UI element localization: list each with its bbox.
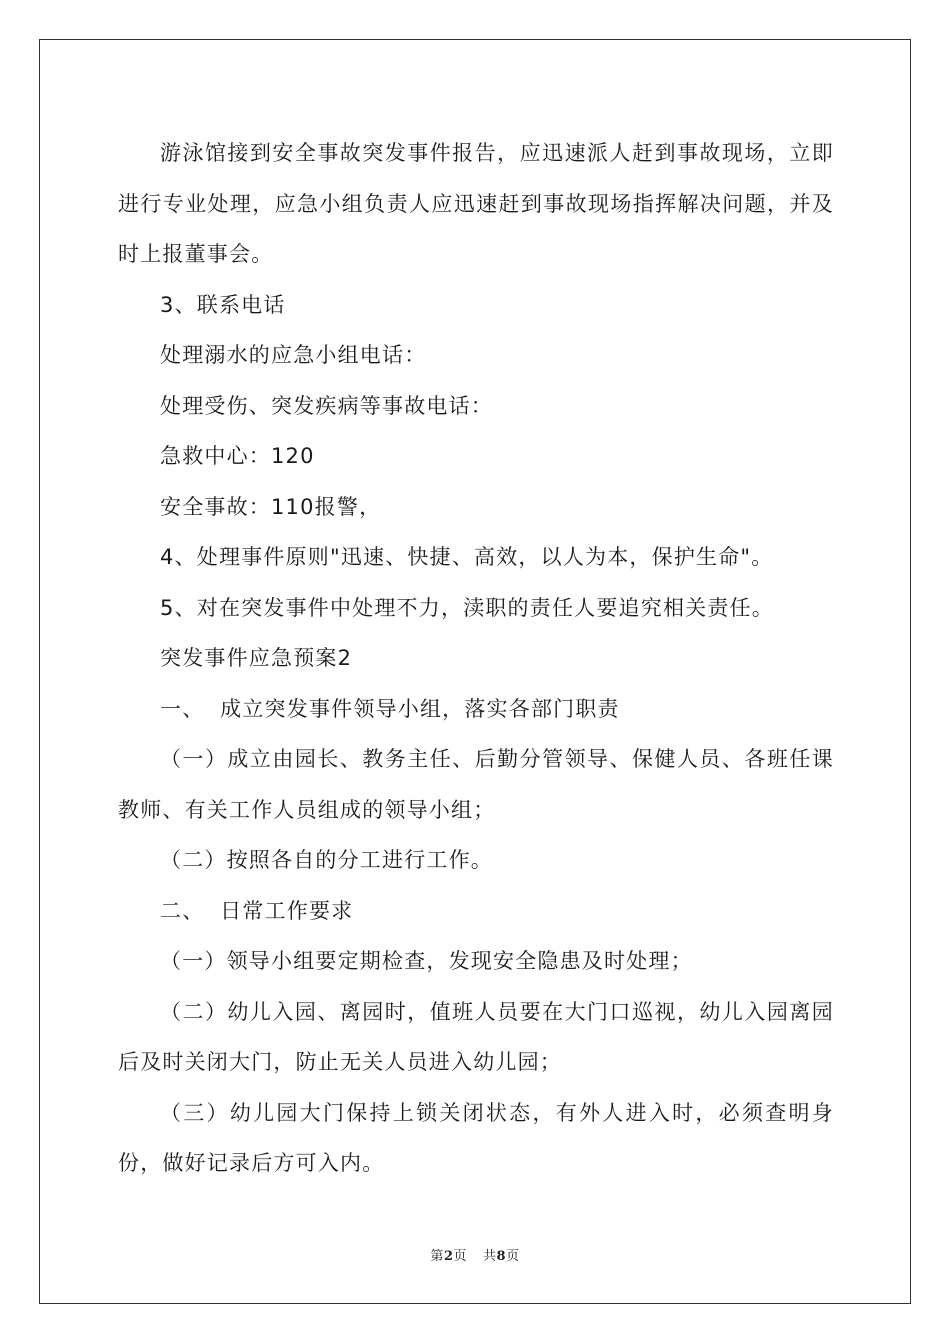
paragraph-emergency-center: 急救中心：120 [160,444,315,468]
paragraph-accident-report: 游泳馆接到安全事故突发事件报告，应迅速派人赶到事故现场，立即进行专业处理，应急小组负责人应迅速赶到事故现场指挥解决问题，并及时上报董事会。 [118,141,834,266]
paragraph-accountability: 5、对在突发事件中处理不力，渎职的责任人要追究相关责任。 [160,595,774,620]
document-page [39,39,911,1304]
paragraph-heading-contact: 3、联系电话 [160,292,286,317]
footer-total-prefix: 共 [483,1249,497,1264]
paragraph-police: 安全事故：110报警， [160,494,382,519]
paragraph-division-of-work: （二）按照各自的分工进行工作。 [160,848,493,872]
paragraph-injury-phone: 处理受伤、突发疾病等事故电话： [160,393,493,418]
footer-page-suffix: 页 [453,1249,467,1264]
document-body [118,128,834,1189]
heading-leadership-group: 一、 成立突发事件领导小组，落实各部门职责 [160,696,620,721]
footer-page-prefix: 第 [430,1249,444,1264]
paragraph-drowning-phone: 处理溺水的应急小组电话： [160,343,427,367]
paragraph-regular-inspection: （一）领导小组要定期检查，发现安全隐患及时处理； [160,949,693,973]
page-footer [40,1245,910,1264]
paragraph-principle: 4、处理事件原则"迅速、快捷、高效，以人为本，保护生命"。 [160,545,774,569]
paragraph-group-members: （一）成立由园长、教务主任、后勤分管领导、保健人员、各班任课教师、有关工作人员组成的领导小组； [118,747,834,822]
footer-page-total: 8 [496,1249,507,1264]
footer-page-current: 2 [443,1249,454,1264]
paragraph-gate-patrol: （二）幼儿入园、离园时，值班人员要在大门口巡视，幼儿入园离园后及时关闭大门，防止无关人员进入幼儿园； [118,999,834,1074]
footer-total-suffix: 页 [506,1249,520,1264]
section-title-plan-2: 突发事件应急预案2 [160,646,353,670]
heading-daily-requirements: 二、 日常工作要求 [160,898,354,923]
paragraph-gate-locked: （三）幼儿园大门保持上锁关闭状态，有外人进入时，必须查明身份，做好记录后方可入内。 [118,1100,834,1175]
